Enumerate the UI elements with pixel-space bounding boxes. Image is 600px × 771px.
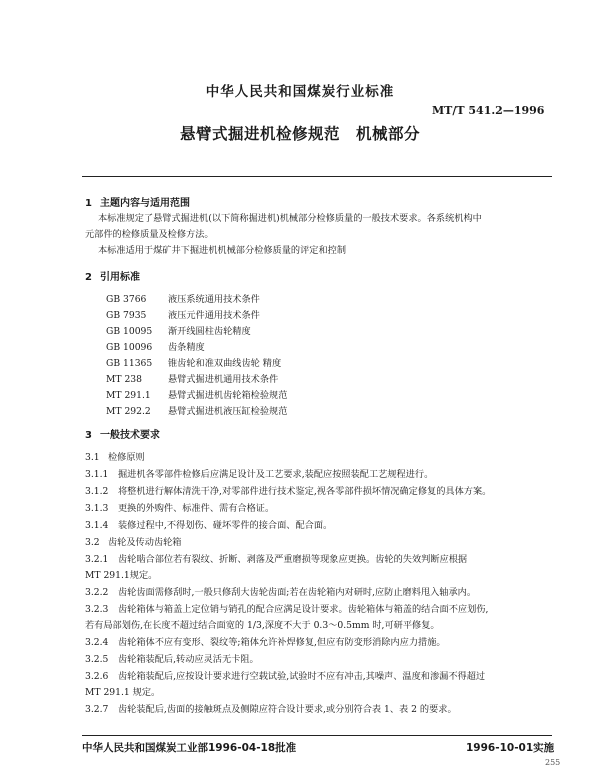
section-title: 引用标准 [100,272,140,283]
footer-divider [82,735,552,736]
clause-number: 3.2.4 [85,637,109,648]
clause-text: 齿轮箱体不应有变形、裂纹等;箱体允许补焊修复,但应有防变形消除内应力措施。 [118,637,446,648]
reference-code: MT 238 [106,374,142,385]
clause-number: 3.2.6 [85,671,109,682]
reference-title: 锥齿轮和准双曲线齿轮 精度 [168,358,282,369]
clause-number: 3.1.2 [85,486,109,497]
clause-number: 3.1.4 [85,520,109,531]
effective-date: 1996-10-01实施 [466,742,555,754]
clause-number: 3.2.3 [85,604,109,615]
reference-title: 齿条精度 [168,342,205,353]
clause-3-2-5 [85,651,259,665]
clause-3-2 [85,534,182,548]
clause-3-1-3 [85,500,274,514]
reference-item [106,307,260,321]
clause-number: 3.2.5 [85,654,109,665]
clause-text: 掘进机各零部件检修后应满足设计及工艺要求,装配应按照装配工艺规程进行。 [118,469,434,480]
reference-code: GB 10096 [106,342,153,353]
reference-item [106,371,278,385]
section-3-heading [85,426,160,441]
clause-text: 齿轮箱装配后,转动应灵活无卡阻。 [118,654,259,665]
section-1-paragraph-2: 本标准适用于煤矿井下掘进机机械部分检修质量的评定和控制 [98,245,347,256]
reference-item [106,355,281,369]
clause-text: 将整机进行解体清洗干净,对零部件进行技术鉴定,视各零部件损坏情况确定修复的具体方案。 [118,486,492,497]
document-title-main: 悬臂式掘进机检修规范 [179,125,340,143]
reference-code: GB 7935 [106,310,147,321]
clause-text: 齿轮装配后,齿面的接触斑点及侧隙应符合设计要求,或分别符合表 1、表 2 的要求。 [118,704,457,715]
section-2-heading [85,268,140,283]
reference-code: GB 10095 [106,326,153,337]
section-1-heading [85,194,190,209]
reference-title: 渐开线圆柱齿轮精度 [168,326,251,337]
clause-number: 3.1.1 [85,469,109,480]
standard-category-title: 中华人民共和国煤炭行业标准 [205,84,395,100]
clause-3-2-6-continued: MT 291.1 规定。 [85,687,161,698]
reference-code: MT 291.1 [106,390,151,401]
header-divider [82,176,552,177]
reference-item [106,291,260,305]
clause-text: 齿轮及传动齿轮箱 [108,537,182,548]
section-title: 一般技术要求 [100,430,160,441]
reference-code: GB 11365 [106,358,153,369]
clause-3-1-1 [85,466,433,480]
section-number: 2 [85,272,92,283]
clause-number: 3.2 [85,537,100,548]
reference-title: 悬臂式掘进机齿轮箱检验规范 [168,390,288,401]
clause-3-2-3 [85,601,488,615]
clause-text: 更换的外购件、标准件、需有合格证。 [118,503,275,514]
clause-3-2-1-continued: MT 291.1规定。 [85,570,158,581]
reference-item [106,387,287,401]
clause-text: 齿轮啮合部位若有裂纹、折断、剥落及严重磨损等现象应更换。齿轮的失效判断应根据 [118,554,468,565]
section-1-paragraph-1-line-2: 元部件的检修质量及检修方法。 [85,229,214,240]
clause-3-2-3-continued: 若有局部划伤,在长度不超过结合面宽的 1/3,深度不大于 0.3～0.5mm 时,可研平修复。 [85,620,440,631]
clause-text: 装修过程中,不得划伤、碰坏零件的接合面、配合面。 [118,520,333,531]
clause-3-2-6 [85,668,485,682]
document-title [0,122,600,144]
clause-3-2-1 [85,551,467,565]
section-title: 主题内容与适用范围 [100,198,190,209]
reference-code: GB 3766 [106,294,147,305]
page-number: 255 [545,758,561,767]
reference-title: 液压元件通用技术条件 [168,310,260,321]
section-number: 3 [85,430,92,441]
reference-title: 悬臂式掘进机液压缸检验规范 [168,406,288,417]
reference-title: 悬臂式掘进机通用技术条件 [168,374,279,385]
reference-item [106,403,287,417]
clause-number: 3.1 [85,452,100,463]
clause-number: 3.2.1 [85,554,109,565]
clause-3-2-2 [85,584,476,598]
clause-text: 齿轮齿面需修刮时,一般只修刮大齿轮齿面;若在齿轮箱内对研时,应防止磨料甩入轴承内。 [118,587,477,598]
reference-item [106,339,205,353]
reference-title: 液压系统通用技术条件 [168,294,260,305]
clause-number: 3.1.3 [85,503,109,514]
clause-3-1 [85,449,145,463]
clause-number: 3.2.2 [85,587,109,598]
section-1-paragraph-1-line-1: 本标准规定了悬臂式掘进机(以下简称掘进机)机械部分检修质量的一般技术要求。各系统机构中 [98,213,482,224]
section-number: 1 [85,198,92,209]
reference-item [106,323,251,337]
approval-statement: 中华人民共和国煤炭工业部1996-04-18批准 [82,742,297,754]
clause-3-2-4 [85,634,446,648]
clause-text: 检修原则 [108,452,145,463]
clause-3-1-4 [85,517,332,531]
standard-code: MT/T 541.2—1996 [432,104,545,117]
clause-text: 齿轮箱体与箱盖上定位销与销孔的配合应满足设计要求。齿轮箱体与箱盖的结合面不应划伤, [118,604,489,615]
reference-code: MT 292.2 [106,406,151,417]
clause-number: 3.2.7 [85,704,109,715]
document-title-sub: 机械部分 [356,125,421,143]
clause-3-1-2 [85,483,491,497]
clause-text: 齿轮箱装配后,应按设计要求进行空载试验,试验时不应有冲击,其噪声、温度和渗漏不得超过 [118,671,486,682]
clause-3-2-7 [85,701,457,715]
